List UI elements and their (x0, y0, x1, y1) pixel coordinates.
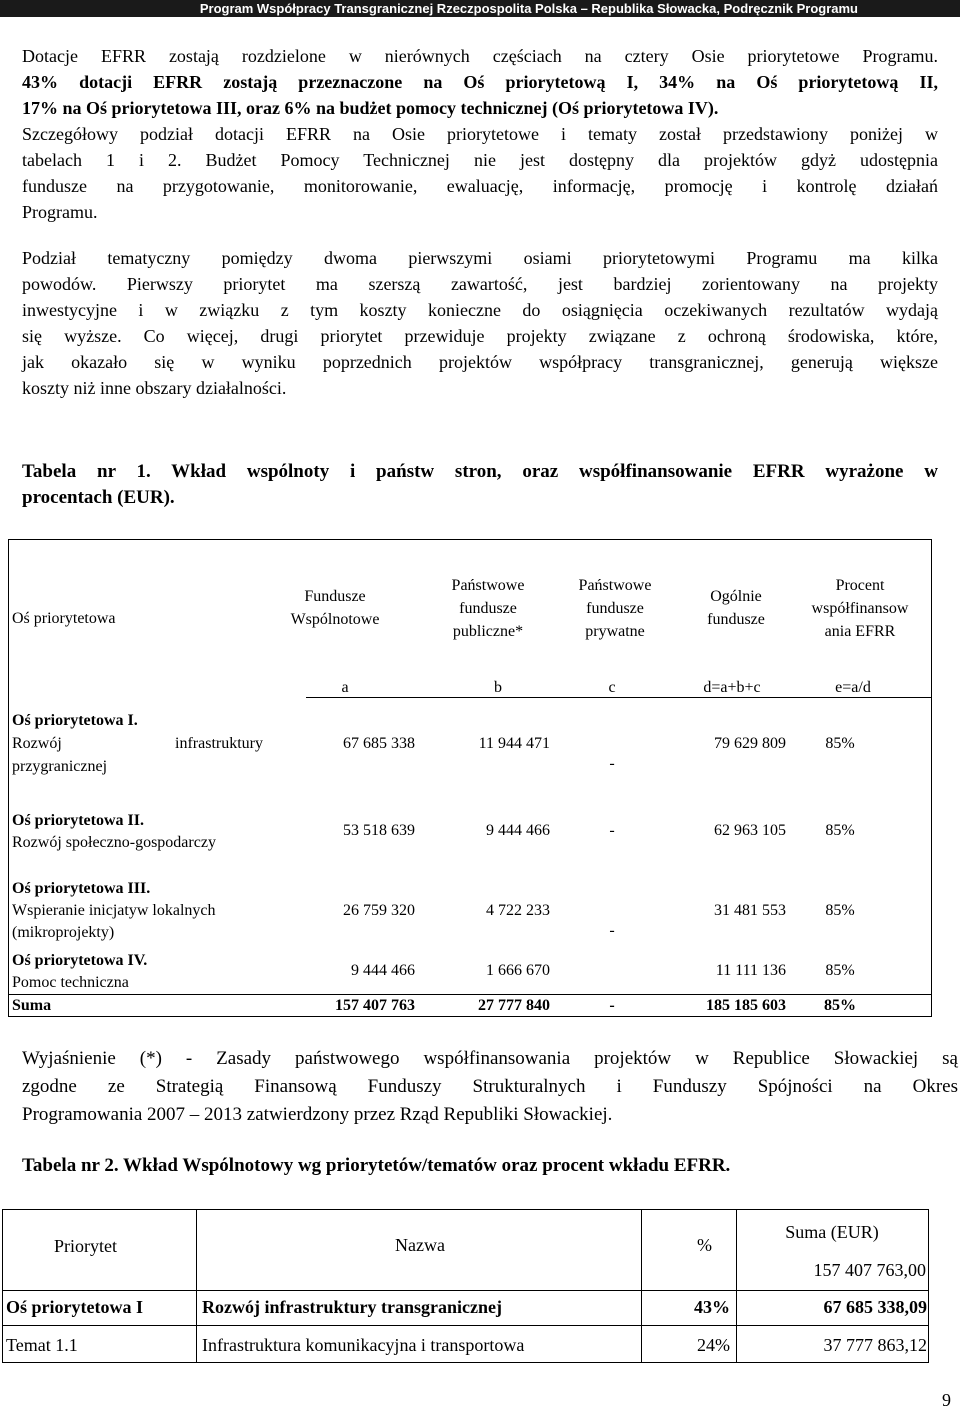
row-desc: infrastruktury (175, 735, 263, 752)
table-border (931, 539, 932, 1017)
cell-community: 67 685 338 (343, 735, 415, 752)
table-border (736, 1209, 737, 1363)
cell-private: - (609, 822, 615, 839)
header-name: Nazwa (395, 1235, 445, 1255)
row-desc: przygranicznej (12, 758, 108, 775)
cell-community: 26 759 320 (343, 902, 415, 919)
table2-caption: Tabela nr 2. Wkład Wspólnotowy wg priorytetów/tematów oraz procent wkładu EFRR. (22, 1155, 731, 1176)
caption-line: procentach (EUR). (22, 487, 175, 508)
table1-caption (22, 459, 938, 511)
cell-community: 9 444 466 (351, 962, 415, 979)
header-total (676, 585, 796, 631)
text-line: Szczegółowy podział dotacji EFRR na Osie priorytetowe i tematy został przedstawiony poniżej w (22, 124, 938, 144)
header-priority: Priorytet (54, 1236, 117, 1256)
table-border (928, 1209, 929, 1363)
row-priority: Oś priorytetowa I (6, 1297, 143, 1317)
row-name: Rozwój infrastruktury transgranicznej (202, 1297, 502, 1317)
header-line: Państwowe (578, 577, 652, 594)
cell-percent: 85% (825, 902, 855, 919)
header-percent (790, 574, 930, 643)
text-line: Dotacje EFRR zostają rozdzielone w nierównych częściach na cztery Osie priorytetowe Programu. (22, 46, 938, 66)
header-line: Państwowe (451, 577, 525, 594)
table-border (2, 1362, 929, 1363)
row-sum: 37 777 863,12 (823, 1335, 927, 1355)
sum-percent: 85% (824, 997, 856, 1014)
paragraph-efrr-distribution (22, 43, 938, 225)
row-axis-label: Oś priorytetowa I. (12, 712, 138, 729)
row-name: Infrastruktura komunikacyjna i transportowa (202, 1335, 525, 1355)
running-header: Program Współpracy Transgranicznej Rzeczpospolita Polska – Republika Słowacka, Podręcznik Programu (0, 0, 960, 17)
text-line: tabelach 1 i 2. Budżet Pomocy Technicznej nie jest dostępny dla projektów gdyż udostępnia (22, 150, 938, 170)
sum-public: 27 777 840 (478, 997, 550, 1014)
header-axis: Oś priorytetowa (12, 610, 116, 627)
sum-community: 157 407 763 (335, 997, 415, 1014)
page-number: 9 (942, 1390, 951, 1410)
cell-total: 11 111 136 (715, 962, 786, 979)
row-priority: Temat 1.1 (6, 1335, 78, 1355)
header-line: fundusze (707, 611, 765, 628)
header-line: publiczne* (452, 623, 524, 640)
sum-total: 185 185 603 (706, 997, 786, 1014)
row-desc: Rozwój (12, 735, 62, 752)
column-letter-a: a (341, 679, 349, 696)
column-letter-b: b (494, 679, 502, 696)
text-line: powodów. Pierwszy priorytet ma szerszą zawartość, jest bardziej zorientowany na projekty (22, 274, 938, 294)
header-public (428, 574, 548, 643)
column-letter-d: d=a+b+c (703, 679, 761, 696)
header-percent: % (697, 1235, 712, 1255)
table-border (8, 539, 932, 540)
header-sum-value: 157 407 763,00 (813, 1260, 926, 1280)
column-letter-c: c (608, 679, 616, 696)
column-letter-e: e=a/d (835, 679, 871, 696)
table-border (196, 1209, 197, 1363)
text-line: fundusze na przygotowanie, monitorowanie, ewaluację, informację, promocję i kontrolę działań (22, 176, 938, 196)
header-line: Ogólnie (710, 588, 762, 605)
text-line: Wyjaśnienie (*) - Zasady państwowego współfinansowania projektów w Republice Słowackiej są (22, 1048, 958, 1069)
row-sum: 67 685 338,09 (823, 1297, 927, 1317)
text-line: się wyższe. Co więcej, drugi priorytet przewiduje projekty związane z ochroną środowiska, które, (22, 326, 938, 346)
cell-percent: 85% (825, 735, 855, 752)
sum-private: - (609, 997, 615, 1014)
cell-community: 53 518 639 (343, 822, 415, 839)
row-axis-label: Oś priorytetowa IV. (12, 952, 148, 969)
text-line: koszty niż inne obszary działalności. (22, 378, 287, 398)
paragraph-explanation (22, 1045, 958, 1129)
table-border (641, 1209, 642, 1363)
header-private (555, 574, 675, 643)
row-axis-label: Oś priorytetowa III. (12, 880, 151, 897)
cell-public: 1 666 670 (486, 962, 550, 979)
text-line: Programowania 2007 – 2013 zatwierdzony przez Rząd Republiki Słowackiej. (22, 1104, 613, 1125)
paragraph-thematic-split (22, 245, 938, 401)
cell-total: 79 629 809 (714, 735, 786, 752)
row-desc: Rozwój społeczno-gospodarczy (12, 834, 216, 851)
table-border (8, 539, 9, 1017)
row-percent: 24% (697, 1335, 730, 1355)
header-sum-label: Suma (EUR) (785, 1222, 879, 1242)
header-line: współfinansow (811, 600, 909, 617)
cell-total: 31 481 553 (714, 902, 786, 919)
header-line: fundusze (586, 600, 644, 617)
cell-private: - (609, 922, 615, 939)
table-border (2, 1209, 929, 1210)
sum-label: Suma (12, 997, 52, 1014)
text-line: 17% na Oś priorytetowa III, oraz 6% na budżet pomocy technicznej (Oś priorytetowa IV). (22, 98, 719, 118)
row-desc: Wspieranie inicjatyw lokalnych (12, 902, 216, 919)
text-line: jak okazało się w wyniku poprzednich projektów współpracy transgranicznej, generują większe (22, 352, 938, 372)
cell-percent: 85% (825, 822, 855, 839)
cell-private: - (609, 755, 615, 772)
table-border (2, 1209, 3, 1363)
caption-line: Tabela nr 1. Wkład wspólnoty i państw stron, oraz współfinansowanie EFRR wyrażone w (22, 461, 938, 482)
header-line: Fundusze (304, 588, 366, 605)
header-line: prywatne (585, 623, 645, 640)
header-community (270, 585, 400, 631)
cell-public: 4 722 233 (486, 902, 550, 919)
table-border (2, 1290, 929, 1291)
table-border (2, 1325, 929, 1326)
header-line: fundusze (459, 600, 517, 617)
cell-public: 9 444 466 (486, 822, 550, 839)
cell-percent: 85% (825, 962, 855, 979)
row-desc: Pomoc techniczna (12, 974, 129, 991)
header-line: Wspólnotowe (290, 611, 380, 628)
header-line: ania EFRR (824, 623, 896, 640)
text-line: inwestycyjne i w związku z tym koszty konieczne do osiągnięcia oczekiwanych rezultatów wydają (22, 300, 938, 320)
cell-total: 62 963 105 (714, 822, 786, 839)
row-desc: (mikroprojekty) (12, 924, 115, 941)
cell-public: 11 944 471 (478, 735, 550, 752)
row-percent: 43% (694, 1297, 730, 1317)
text-line: 43% dotacji EFRR zostają przeznaczone na Oś priorytetową I, 34% na Oś priorytetową II, (22, 72, 938, 92)
text-line: Podział tematyczny pomiędzy dwoma pierwszymi osiami priorytetowymi Programu ma kilka (22, 248, 938, 268)
row-axis-label: Oś priorytetowa II. (12, 812, 144, 829)
text-line: zgodne ze Strategią Finansową Funduszy Strukturalnych i Funduszy Spójności na Okres (22, 1076, 958, 1097)
text-line: Programu. (22, 202, 98, 222)
header-line: Procent (835, 577, 885, 594)
